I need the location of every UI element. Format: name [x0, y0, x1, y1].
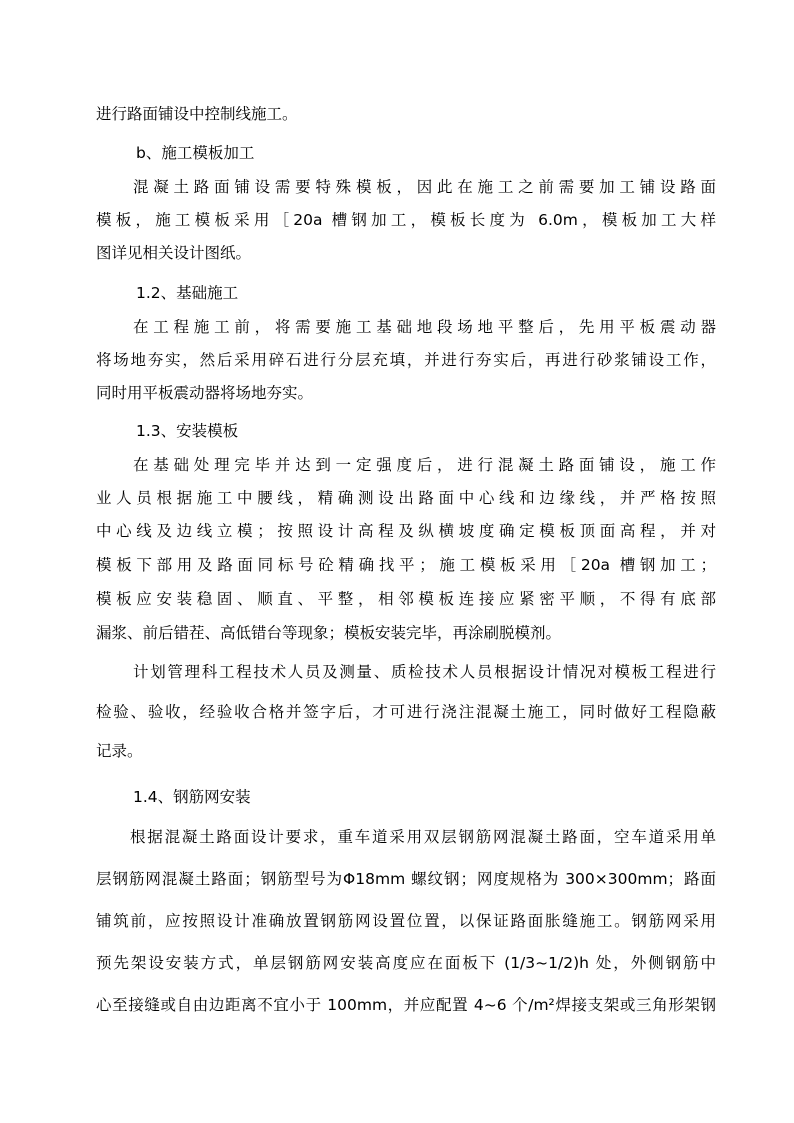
- body-text-line: 模板，施工模板采用［20a 槽钢加工，模板长度为 6.0m，模板加工大样: [96, 211, 716, 229]
- body-text-line: 进行路面铺设中控制线施工。: [96, 105, 298, 123]
- body-text-line: 记录。: [96, 742, 143, 760]
- section-heading: 1.3、安装模板: [136, 422, 239, 440]
- body-text-line: 同时用平板震动器将场地夯实。: [96, 384, 314, 402]
- body-text-line: 业人员根据施工中腰线，精确测设出路面中心线和边缘线，并严格按照: [96, 489, 716, 507]
- body-text-line: 图详见相关设计图纸。: [96, 244, 252, 262]
- body-text-line: 计划管理科工程技术人员及测量、质检技术人员根据设计情况对模板工程进行: [133, 663, 716, 681]
- body-text-line: 层钢筋网混凝土路面；钢筋型号为Φ18mm 螺纹钢；网度规格为 300×300mm；路面: [96, 870, 716, 888]
- body-text-line: 在工程施工前，将需要施工基础地段场地平整后，先用平板震动器: [133, 318, 716, 336]
- body-text-line: 检验、验收，经验收合格并签字后，才可进行浇注混凝土施工，同时做好工程隐蔽: [96, 703, 716, 721]
- body-text-line: 漏浆、前后错茬、高低错台等现象；模板安装完毕，再涂刷脱模剂。: [96, 624, 562, 642]
- body-text-line: 铺筑前，应按照设计准确放置钢筋网设置位置，以保证路面胀缝施工。钢筋网采用: [96, 912, 716, 930]
- body-text-line: 在基础处理完毕并达到一定强度后，进行混凝土路面铺设，施工作: [133, 456, 716, 474]
- section-heading: 1.4、钢筋网安装: [133, 788, 251, 806]
- body-text-line: 模板应安装稳固、顺直、平整，相邻模板连接应紧密平顺，不得有底部: [96, 590, 716, 608]
- body-text-line: 将场地夯实，然后采用碎石进行分层充填，并进行夯实后，再进行砂浆铺设工作，: [96, 351, 716, 369]
- section-heading: 1.2、基础施工: [136, 284, 239, 302]
- body-text-line: 模板下部用及路面同标号砼精确找平；施工模板采用［20a 槽钢加工；: [96, 556, 716, 574]
- body-text-line: 中心线及边线立模；按照设计高程及纵横坡度确定模板顶面高程，并对: [96, 522, 716, 540]
- subsection-heading: b、施工模板加工: [136, 144, 255, 162]
- body-text-line: 预先架设安装方式，单层钢筋网安装高度应在面板下 (1/3~1/2)h 处，外侧钢筋中: [96, 954, 716, 972]
- body-text-line: 根据混凝土路面设计要求，重车道采用双层钢筋网混凝土路面，空车道采用单: [130, 828, 716, 846]
- body-text-line: 心至接缝或自由边距离不宜小于 100mm，并应配置 4~6 个/m²焊接支架或三角形架钢: [96, 996, 716, 1014]
- body-text-line: 混凝土路面铺设需要特殊模板，因此在施工之前需要加工铺设路面: [133, 178, 716, 196]
